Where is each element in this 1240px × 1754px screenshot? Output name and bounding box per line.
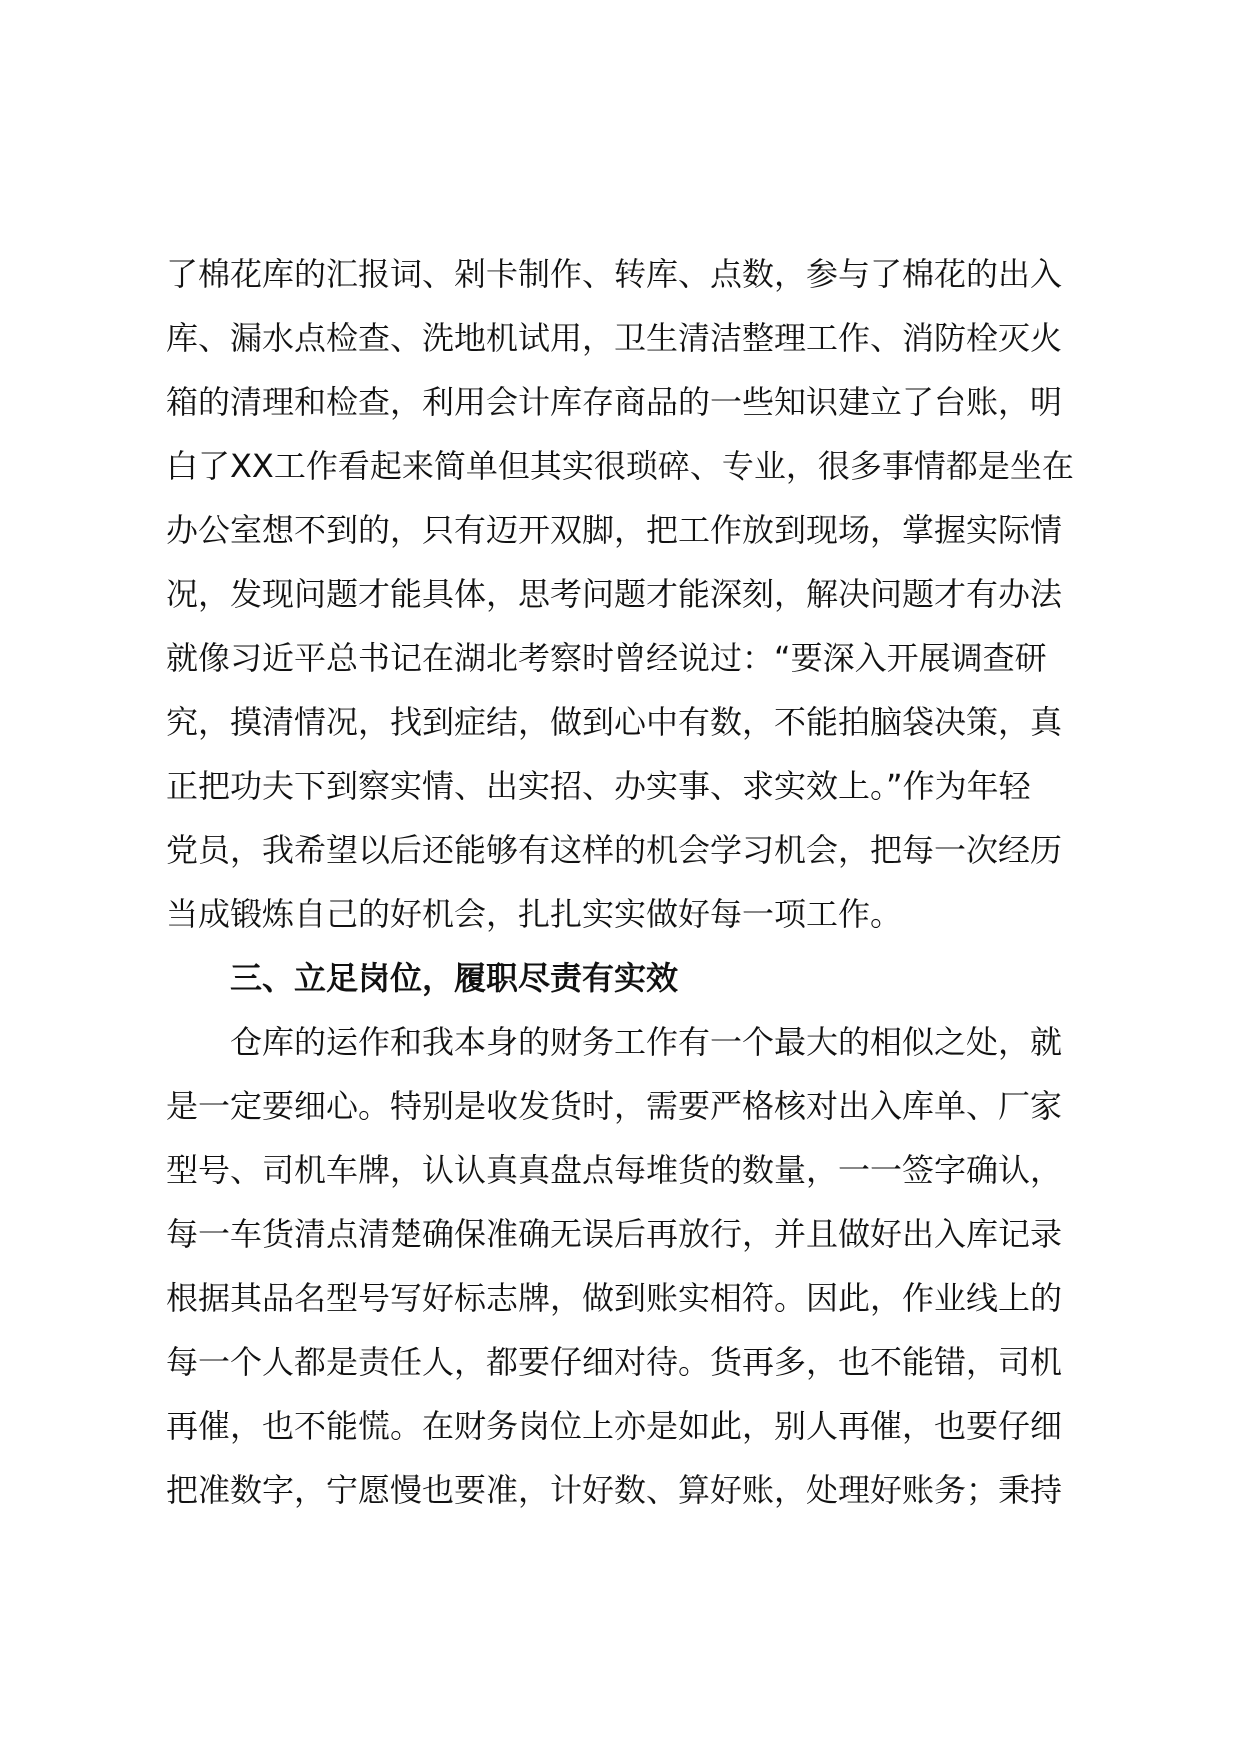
text-line: 把准数字，宁愿慢也要准，计好数、算好账，处理好账务；秉持	[166, 1471, 1063, 1509]
text-line: 正把功夫下到察实情、出实招、办实事、求实效上。”作为年轻	[166, 767, 1031, 805]
text-line: 办公室想不到的，只有迈开双脚，把工作放到现场，掌握实际情	[166, 511, 1063, 549]
text-line: 型号、司机车牌，认认真真盘点每堆货的数量，一一签字确认，	[166, 1151, 1063, 1189]
section-heading: 三、立足岗位，履职尽责有实效	[230, 959, 679, 997]
text-line: 每一车货清点清楚确保准确无误后再放行，并且做好出入库记录	[166, 1215, 1063, 1253]
text-line: 库、漏水点检查、洗地机试用，卫生清洁整理工作、消防栓灭火	[166, 319, 1063, 357]
paragraph-section-three	[166, 1010, 1106, 1522]
text-line: 是一定要细心。特别是收发货时，需要严格核对出入库单、厂家	[166, 1087, 1063, 1125]
text-line: 白了XX工作看起来简单但其实很琐碎、专业，很多事情都是坐在	[166, 447, 1074, 485]
text-line: 再催，也不能慌。在财务岗位上亦是如此，别人再催，也要仔细	[166, 1407, 1063, 1445]
text-line: 当成锻炼自己的好机会，扎扎实实做好每一项工作。	[166, 895, 903, 933]
text-line: 箱的清理和检查，利用会计库存商品的一些知识建立了台账，明	[166, 383, 1063, 421]
text-line: 仓库的运作和我本身的财务工作有一个最大的相似之处，就	[230, 1023, 1063, 1061]
paragraph-continued	[166, 242, 1106, 946]
text-line: 党员，我希望以后还能够有这样的机会学习机会，把每一次经历	[166, 831, 1063, 869]
text-line: 况，发现问题才能具体，思考问题才能深刻，解决问题才有办法	[166, 575, 1063, 613]
text-line: 就像习近平总书记在湖北考察时曾经说过：“要深入开展调查研	[166, 639, 1047, 677]
text-line: 每一个人都是责任人，都要仔细对待。货再多，也不能错，司机	[166, 1343, 1063, 1381]
document-body	[166, 242, 1106, 1522]
text-line: 究，摸清情况，找到症结，做到心中有数，不能拍脑袋决策，真	[166, 703, 1063, 741]
text-line: 了棉花库的汇报词、剁卡制作、转库、点数，参与了棉花的出入	[166, 255, 1063, 293]
text-line: 根据其品名型号写好标志牌，做到账实相符。因此，作业线上的	[166, 1279, 1063, 1317]
